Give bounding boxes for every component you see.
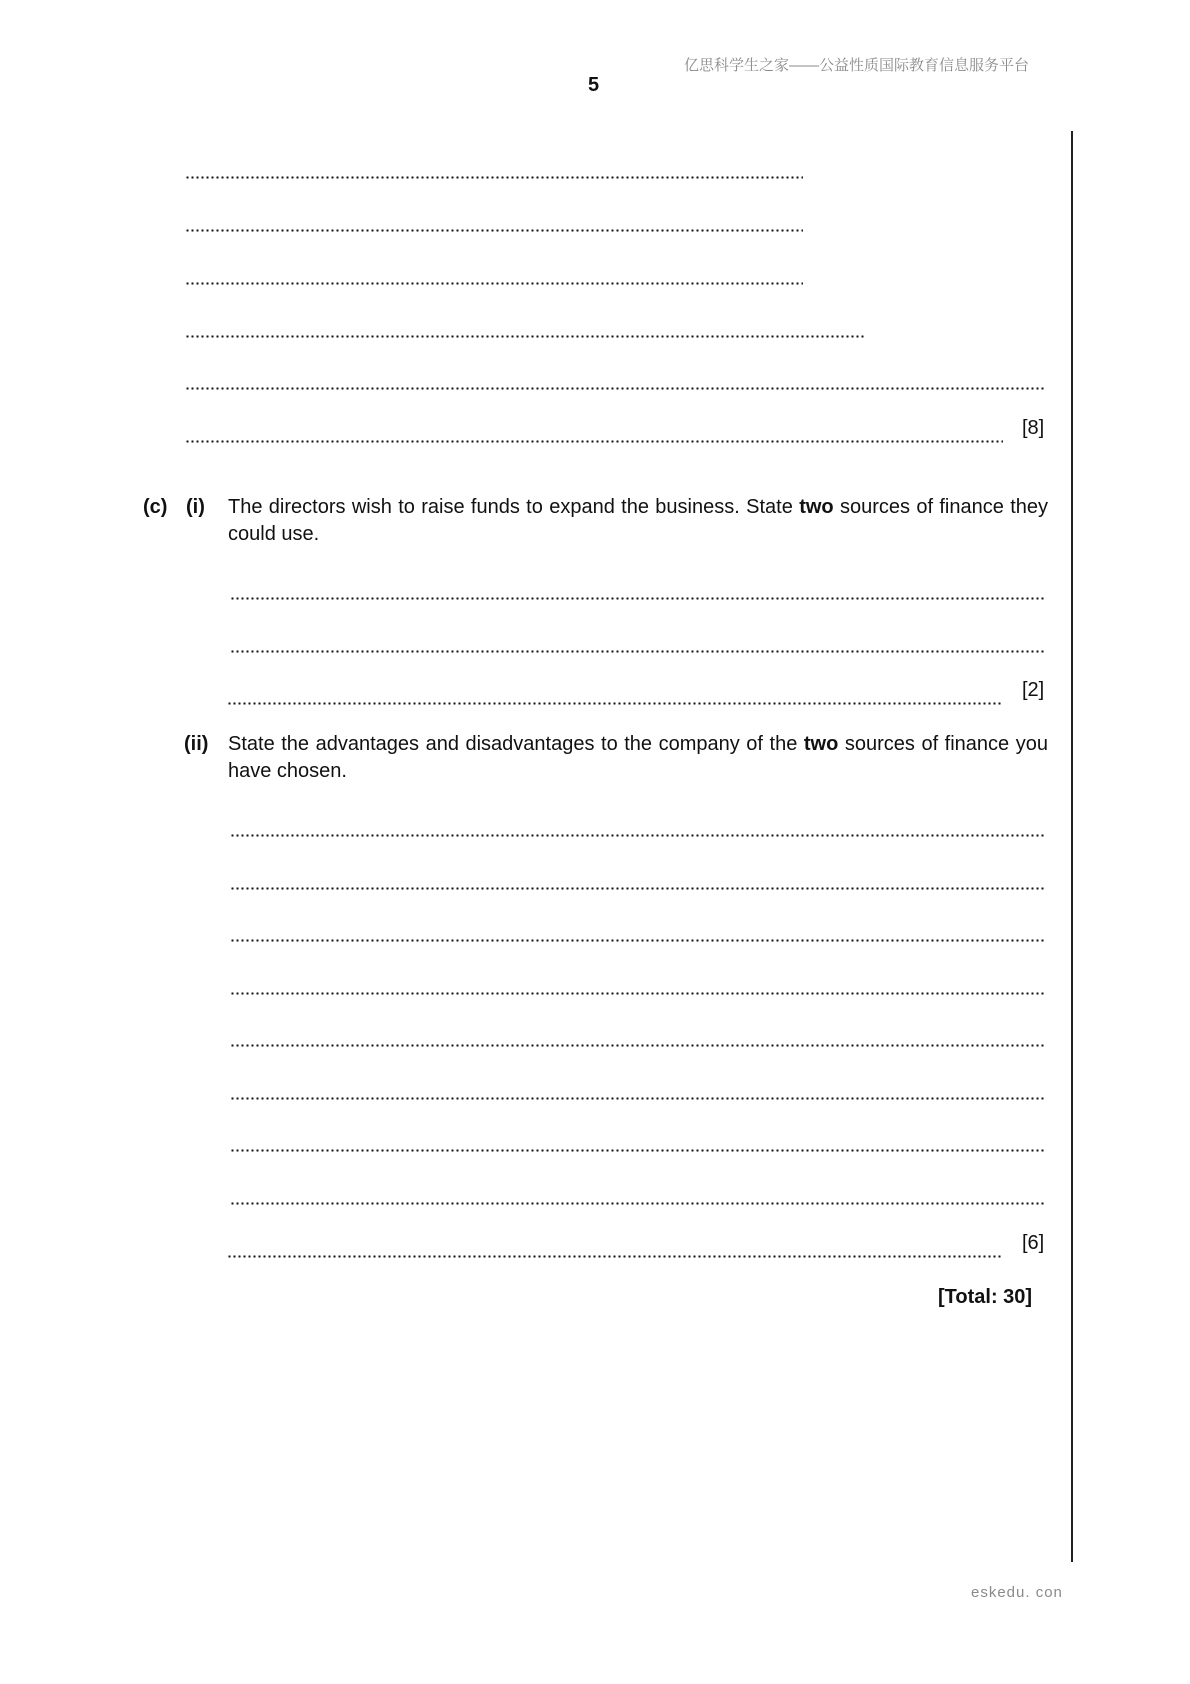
subquestion-label: (ii) <box>184 733 209 755</box>
answer-line[interactable] <box>230 992 1045 995</box>
question-text-part: sources of finance they could use. <box>228 496 1049 545</box>
question-text-part: sources of finance you have chosen. <box>228 733 1048 782</box>
answer-line[interactable] <box>230 1097 1045 1100</box>
emphasis-two: two <box>803 733 839 755</box>
answer-line[interactable] <box>185 282 803 285</box>
marks-allocation: [6] <box>1022 1232 1045 1254</box>
question-label: (c) <box>143 496 168 518</box>
watermark-footer: eskedu. con <box>971 1584 1063 1601</box>
answer-line[interactable] <box>230 650 1045 653</box>
answer-line[interactable] <box>185 387 1045 390</box>
question-text-part: State the advantages and disadvantages to the company of the <box>228 733 804 755</box>
emphasis-two: two <box>799 496 834 518</box>
question-text <box>228 731 1048 785</box>
question-text <box>228 494 1048 548</box>
answer-line[interactable] <box>230 887 1045 890</box>
answer-line[interactable] <box>230 1202 1045 1205</box>
marks-allocation: [8] <box>1022 417 1045 439</box>
question-text-part: The directors wish to raise funds to expand the business. State <box>228 496 800 518</box>
margin-rule <box>1071 131 1073 1562</box>
answer-line[interactable] <box>227 1255 1003 1258</box>
answer-line[interactable] <box>227 702 1003 705</box>
answer-line[interactable] <box>185 229 803 232</box>
answer-line[interactable] <box>230 939 1045 942</box>
answer-line[interactable] <box>185 176 803 179</box>
subquestion-label: (i) <box>186 496 205 518</box>
watermark-header: 亿思科学生之家——公益性质国际教育信息服务平台 <box>684 57 1030 74</box>
answer-line[interactable] <box>185 335 864 338</box>
answer-line[interactable] <box>230 1149 1045 1152</box>
answer-line[interactable] <box>185 440 1003 443</box>
page-number: 5 <box>588 74 600 96</box>
marks-allocation: [2] <box>1022 679 1045 701</box>
answer-line[interactable] <box>230 597 1045 600</box>
answer-line[interactable] <box>230 834 1045 837</box>
total-marks: [Total: 30] <box>938 1286 1033 1308</box>
answer-line[interactable] <box>230 1044 1045 1047</box>
